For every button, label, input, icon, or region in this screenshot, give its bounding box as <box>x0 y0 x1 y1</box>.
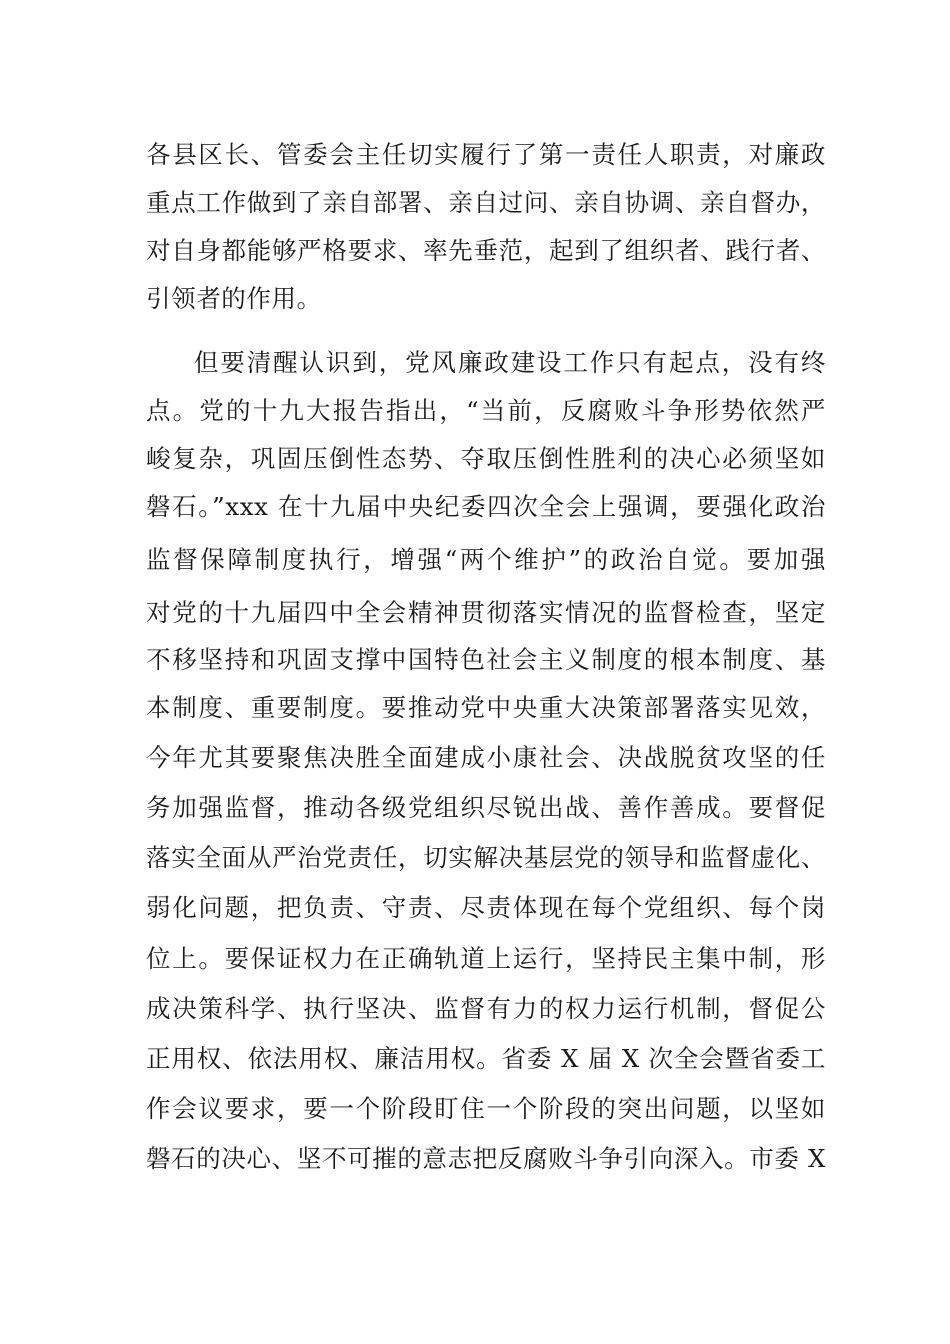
text-line: 不移坚持和巩固支撑中国特色社会主义制度的根本制度、基 <box>146 645 826 674</box>
text-line: 弱化问题，把负责、守责、尽责体现在每个党组织、每个岗 <box>146 893 826 922</box>
text-line: 对党的十九届四中全会精神贯彻落实情况的监督检查，坚定 <box>146 598 826 627</box>
text-line: 位上。要保证权力在正确轨道上运行，坚持民主集中制，形 <box>146 944 826 973</box>
text-line: 今年尤其要聚焦决胜全面建成小康社会、决战脱贫攻坚的任 <box>146 743 826 772</box>
text-line: 峻复杂，巩固压倒性态势、夺取压倒性胜利的决心必须坚如 <box>146 444 826 473</box>
text-line: 点。党的十九大报告指出，“当前，反腐败斗争形势依然严 <box>146 396 826 425</box>
text-line: 监督保障制度执行，增强“两个维护”的政治自觉。要加强 <box>146 545 826 574</box>
text-line: 重点工作做到了亲自部署、亲自过问、亲自协调、亲自督办， <box>146 188 826 217</box>
text-line: 务加强监督，推动各级党组织尽锐出战、善作善成。要督促 <box>146 793 826 822</box>
text-line: 磐石。”xxx 在十九届中央纪委四次全会上强调，要强化政治 <box>146 492 826 521</box>
text-line: 磐石的决心、坚不可摧的意志把反腐败斗争引向深入。市委 X <box>146 1144 826 1173</box>
text-line: 对自身都能够严格要求、率先垂范，起到了组织者、践行者、 <box>146 236 826 265</box>
text-line: 本制度、重要制度。要推动党中央重大决策部署落实见效， <box>146 693 826 722</box>
text-line: 正用权、依法用权、廉洁用权。省委 X 届 X 次全会暨省委工 <box>146 1044 826 1073</box>
text-line: 引领者的作用。 <box>146 284 322 313</box>
text-line: 落实全面从严治党责任，切实解决基层党的领导和监督虚化、 <box>146 843 826 872</box>
text-line: 作会议要求，要一个阶段盯住一个阶段的突出问题，以坚如 <box>146 1094 826 1123</box>
paragraph-first-line: 但要清醒认识到，党风廉政建设工作只有起点，没有终 <box>194 348 826 377</box>
text-line: 成决策科学、执行坚决、监督有力的权力运行机制，督促公 <box>146 994 826 1023</box>
text-line: 各县区长、管委会主任切实履行了第一责任人职责，对廉政 <box>146 140 826 169</box>
